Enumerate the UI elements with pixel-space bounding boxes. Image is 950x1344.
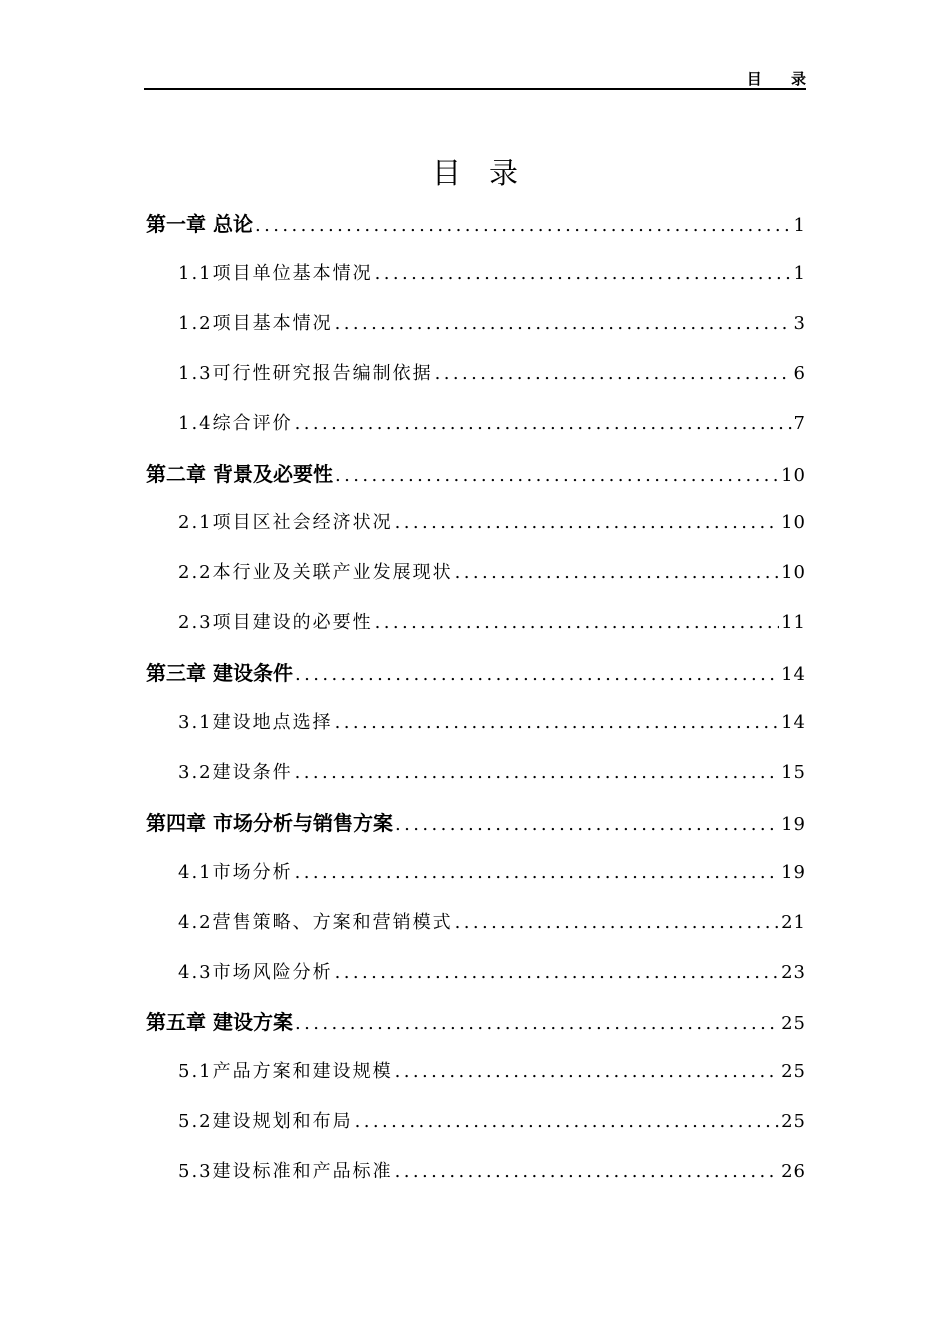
toc-entry-label: 2.1项目区社会经济状况 xyxy=(178,512,393,533)
toc-section-entry[interactable] xyxy=(178,553,806,593)
toc-entry-label: 第四章 市场分析与销售方案 xyxy=(146,811,393,835)
toc-page-number: 1 xyxy=(793,263,806,284)
toc-page-number: 19 xyxy=(781,814,806,835)
toc-entry-label: 第二章 背景及必要性 xyxy=(146,462,333,486)
toc-page-number: 10 xyxy=(781,562,806,583)
toc-page-number: 10 xyxy=(781,512,806,533)
toc-section-entry[interactable] xyxy=(178,703,806,743)
toc-section-entry[interactable] xyxy=(178,254,806,294)
toc-entry-label: 5.2建设规划和布局 xyxy=(178,1111,353,1132)
toc-entry-label: 1.1项目单位基本情况 xyxy=(178,263,373,284)
toc-dot-leader xyxy=(375,254,792,294)
toc-page-number: 26 xyxy=(781,1161,806,1182)
toc-section-entry[interactable] xyxy=(178,953,806,993)
toc-entry-label: 1.3可行性研究报告编制依据 xyxy=(178,363,433,384)
toc-section-entry[interactable] xyxy=(178,503,806,543)
toc-dot-leader xyxy=(335,953,779,993)
toc-dot-leader xyxy=(255,206,792,244)
toc-page-number: 25 xyxy=(781,1061,806,1082)
toc-entry-label: 5.3建设标准和产品标准 xyxy=(178,1161,393,1182)
toc-entry-label: 第三章 建设条件 xyxy=(146,661,293,685)
toc-dot-leader xyxy=(295,655,779,693)
toc-page-number: 25 xyxy=(781,1111,806,1132)
header-rule xyxy=(144,88,806,90)
toc-section-entry[interactable] xyxy=(178,753,806,793)
toc-page-number: 15 xyxy=(781,762,806,783)
toc-dot-leader xyxy=(455,903,779,943)
toc-section-entry[interactable] xyxy=(178,1152,806,1192)
toc-page-number: 3 xyxy=(793,313,806,334)
toc-page-number: 6 xyxy=(793,363,806,384)
toc-dot-leader xyxy=(375,603,779,643)
toc-entry-label: 2.3项目建设的必要性 xyxy=(178,612,373,633)
toc-section-entry[interactable] xyxy=(178,903,806,943)
toc-dot-leader xyxy=(335,703,779,743)
toc-entry-label: 3.2建设条件 xyxy=(178,762,293,783)
toc-page-number: 11 xyxy=(781,612,806,633)
toc-entry-label: 1.2项目基本情况 xyxy=(178,313,333,334)
toc-chapter-entry[interactable] xyxy=(146,803,806,843)
running-header: 目 录 xyxy=(746,70,818,88)
toc-dot-leader xyxy=(295,753,779,793)
toc-page-number: 14 xyxy=(781,712,806,733)
toc-dot-leader xyxy=(335,304,792,344)
toc-entry-label: 4.2营售策略、方案和营销模式 xyxy=(178,912,453,933)
toc-chapter-entry[interactable] xyxy=(146,204,806,244)
toc-section-entry[interactable] xyxy=(178,404,806,444)
toc-section-entry[interactable] xyxy=(178,354,806,394)
toc-dot-leader xyxy=(435,354,792,394)
toc-entry-label: 2.2本行业及关联产业发展现状 xyxy=(178,562,453,583)
toc-section-entry[interactable] xyxy=(178,853,806,893)
toc-page-number: 21 xyxy=(781,912,806,933)
toc-chapter-entry[interactable] xyxy=(146,454,806,494)
toc-entry-label: 4.1市场分析 xyxy=(178,862,293,883)
toc-section-entry[interactable] xyxy=(178,304,806,344)
toc-page-number: 14 xyxy=(781,664,806,685)
toc-section-entry[interactable] xyxy=(178,1102,806,1142)
toc-entry-label: 3.1建设地点选择 xyxy=(178,712,333,733)
toc-dot-leader xyxy=(295,404,792,444)
toc-dot-leader xyxy=(395,805,779,843)
toc-page-number: 25 xyxy=(781,1013,806,1034)
toc-entry-label: 第一章 总论 xyxy=(146,212,253,236)
toc-dot-leader xyxy=(395,1052,779,1092)
toc-chapter-entry[interactable] xyxy=(146,653,806,693)
toc-dot-leader xyxy=(455,553,779,593)
page-title: 目录 xyxy=(431,156,546,191)
toc-dot-leader xyxy=(395,503,779,543)
toc-page-number: 7 xyxy=(793,413,806,434)
toc-page-number: 1 xyxy=(793,215,806,236)
toc-entry-label: 1.4综合评价 xyxy=(178,413,293,434)
toc-page-number: 19 xyxy=(781,862,806,883)
toc-entry-label: 5.1产品方案和建设规模 xyxy=(178,1061,393,1082)
toc-dot-leader xyxy=(395,1152,779,1192)
toc-entry-label: 4.3市场风险分析 xyxy=(178,962,333,983)
toc-dot-leader xyxy=(295,1004,779,1042)
toc-section-entry[interactable] xyxy=(178,603,806,643)
toc-dot-leader xyxy=(335,456,779,494)
toc-dot-leader xyxy=(295,853,779,893)
toc-page-number: 23 xyxy=(781,962,806,983)
toc-section-entry[interactable] xyxy=(178,1052,806,1092)
toc-page-number: 10 xyxy=(781,465,806,486)
toc-entry-label: 第五章 建设方案 xyxy=(146,1010,293,1034)
toc-chapter-entry[interactable] xyxy=(146,1002,806,1042)
toc-dot-leader xyxy=(355,1102,779,1142)
